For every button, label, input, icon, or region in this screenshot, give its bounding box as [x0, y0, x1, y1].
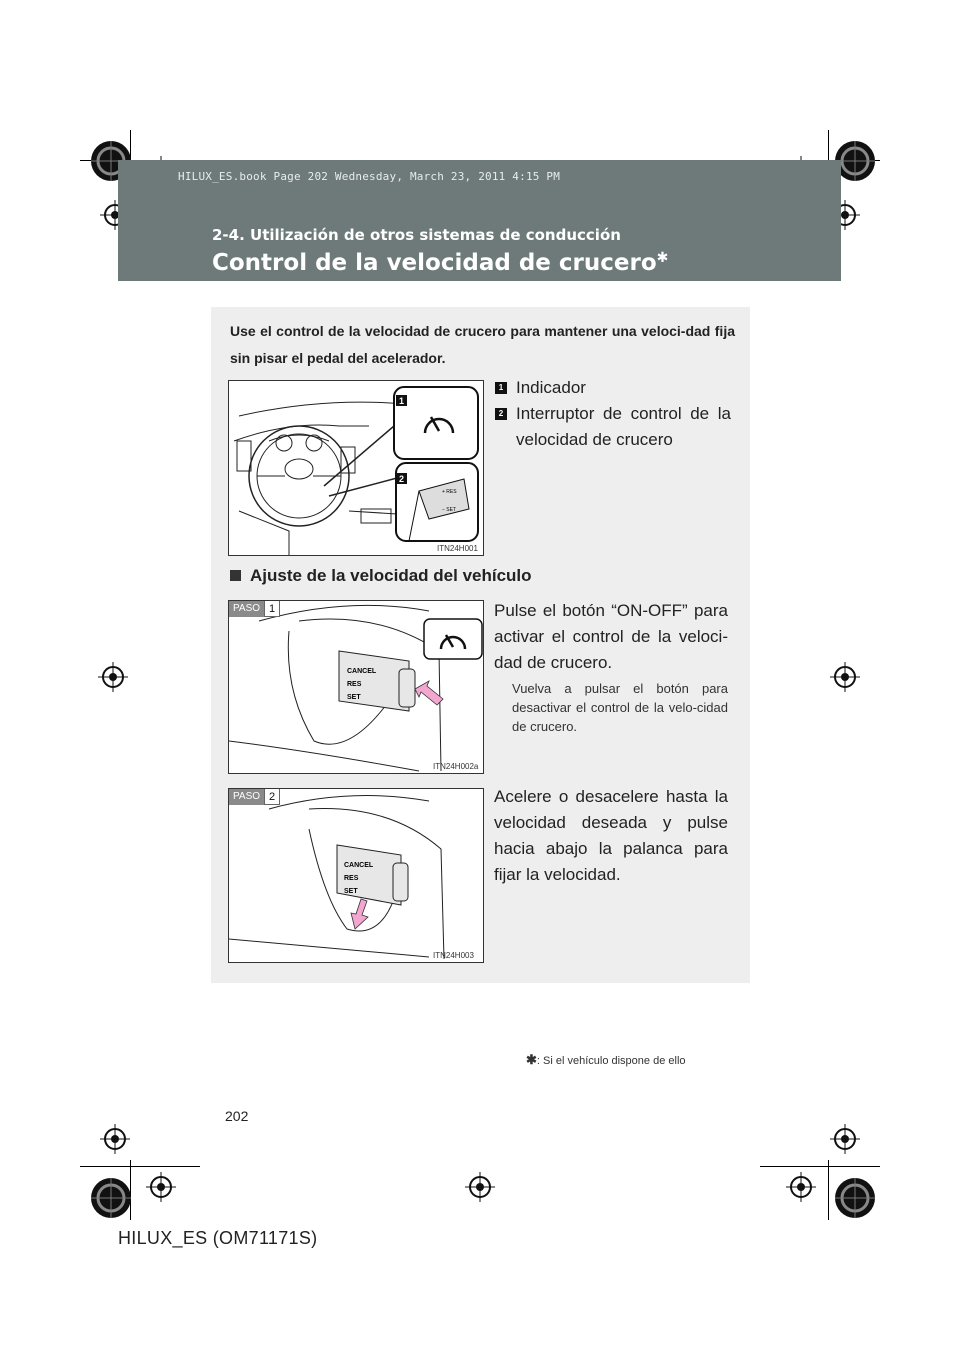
lever-set-label: SET — [347, 694, 361, 701]
crosshair-icon — [146, 1172, 176, 1202]
step2-figure — [228, 788, 484, 963]
paso-badge — [229, 601, 280, 617]
paso-badge — [229, 789, 280, 805]
crosshair-icon — [465, 1172, 495, 1202]
legend-item — [495, 401, 731, 453]
crosshair-icon — [786, 1172, 816, 1202]
svg-text:1: 1 — [398, 396, 405, 406]
model-code: HILUX_ES (OM71171S) — [118, 1228, 318, 1248]
step2-text: Acelere o desacelere hasta la velocidad deseada y pulse hacia abajo la palanca para fijar la velocidad. — [494, 787, 728, 884]
legend-item — [495, 375, 731, 401]
push-down-arrow-icon — [351, 899, 368, 929]
callout-label: Interruptor de control de la velocidad de crucero — [516, 404, 731, 449]
figure-code: ITN24H002a — [433, 762, 479, 771]
intro-text: Use el control de la velocidad de crucero para mantener una veloci-dad fija sin pisar el pedal del acelerador. — [230, 323, 735, 366]
overview-figure — [228, 380, 484, 556]
lever-set-label: SET — [344, 888, 358, 895]
footnote — [526, 1052, 686, 1068]
paso-number: 2 — [264, 789, 280, 805]
page-title-mark: ✱ — [656, 250, 669, 266]
page-title — [212, 250, 668, 276]
step1-note: Vuelva a pulsar el botón para desactivar el control de la velo-cidad de crucero. — [512, 681, 728, 734]
page-title-text: Control de la velocidad de crucero — [212, 250, 657, 276]
lever-res-label: + RES — [442, 489, 457, 495]
crop-mark — [760, 1166, 880, 1167]
lever-cancel-label: CANCEL — [344, 862, 374, 869]
lever-res-label: RES — [344, 875, 359, 882]
step1-figure — [228, 600, 484, 774]
registration-mark-icon — [832, 1175, 878, 1221]
book-stamp: HILUX_ES.book Page 202 Wednesday, March 23, 2011 4:15 PM — [178, 170, 561, 183]
lever-illustration — [229, 601, 484, 774]
figure-code: ITN24H003 — [433, 951, 474, 960]
figure-code: ITN24H001 — [437, 544, 478, 553]
paso-label: PASO — [229, 601, 264, 617]
lever-illustration — [229, 789, 484, 963]
paso-number: 1 — [264, 601, 280, 617]
lever-res-label: RES — [347, 681, 362, 688]
step1-text: Pulse el botón “ON-OFF” para activar el control de la veloci-dad de crucero. — [494, 601, 728, 672]
crop-mark — [80, 1166, 200, 1167]
press-arrow-icon — [415, 681, 443, 705]
bullet-square-icon — [230, 570, 241, 581]
section-title: 2-4. Utilización de otros sistemas de conducción — [212, 226, 621, 244]
paso-label: PASO — [229, 789, 264, 805]
crosshair-icon — [100, 1124, 130, 1154]
footnote-mark: ✱ — [526, 1052, 537, 1067]
registration-mark-icon — [88, 1175, 134, 1221]
callout-number: 2 — [495, 408, 507, 420]
callout-label: Indicador — [516, 378, 586, 397]
page-number: 202 — [225, 1108, 249, 1124]
subheading-text: Ajuste de la velocidad del vehículo — [250, 566, 532, 585]
svg-text:2: 2 — [398, 474, 405, 484]
subheading — [230, 566, 532, 586]
callout-number: 1 — [495, 382, 507, 394]
footnote-text: : Si el vehículo dispone de ello — [536, 1055, 686, 1067]
crosshair-icon — [98, 662, 128, 692]
dashboard-illustration — [229, 381, 484, 556]
crosshair-icon — [830, 1124, 860, 1154]
lever-cancel-label: CANCEL — [347, 668, 377, 675]
crop-mark — [828, 1160, 829, 1220]
crosshair-icon — [830, 662, 860, 692]
lever-set-label: − SET — [442, 507, 457, 513]
